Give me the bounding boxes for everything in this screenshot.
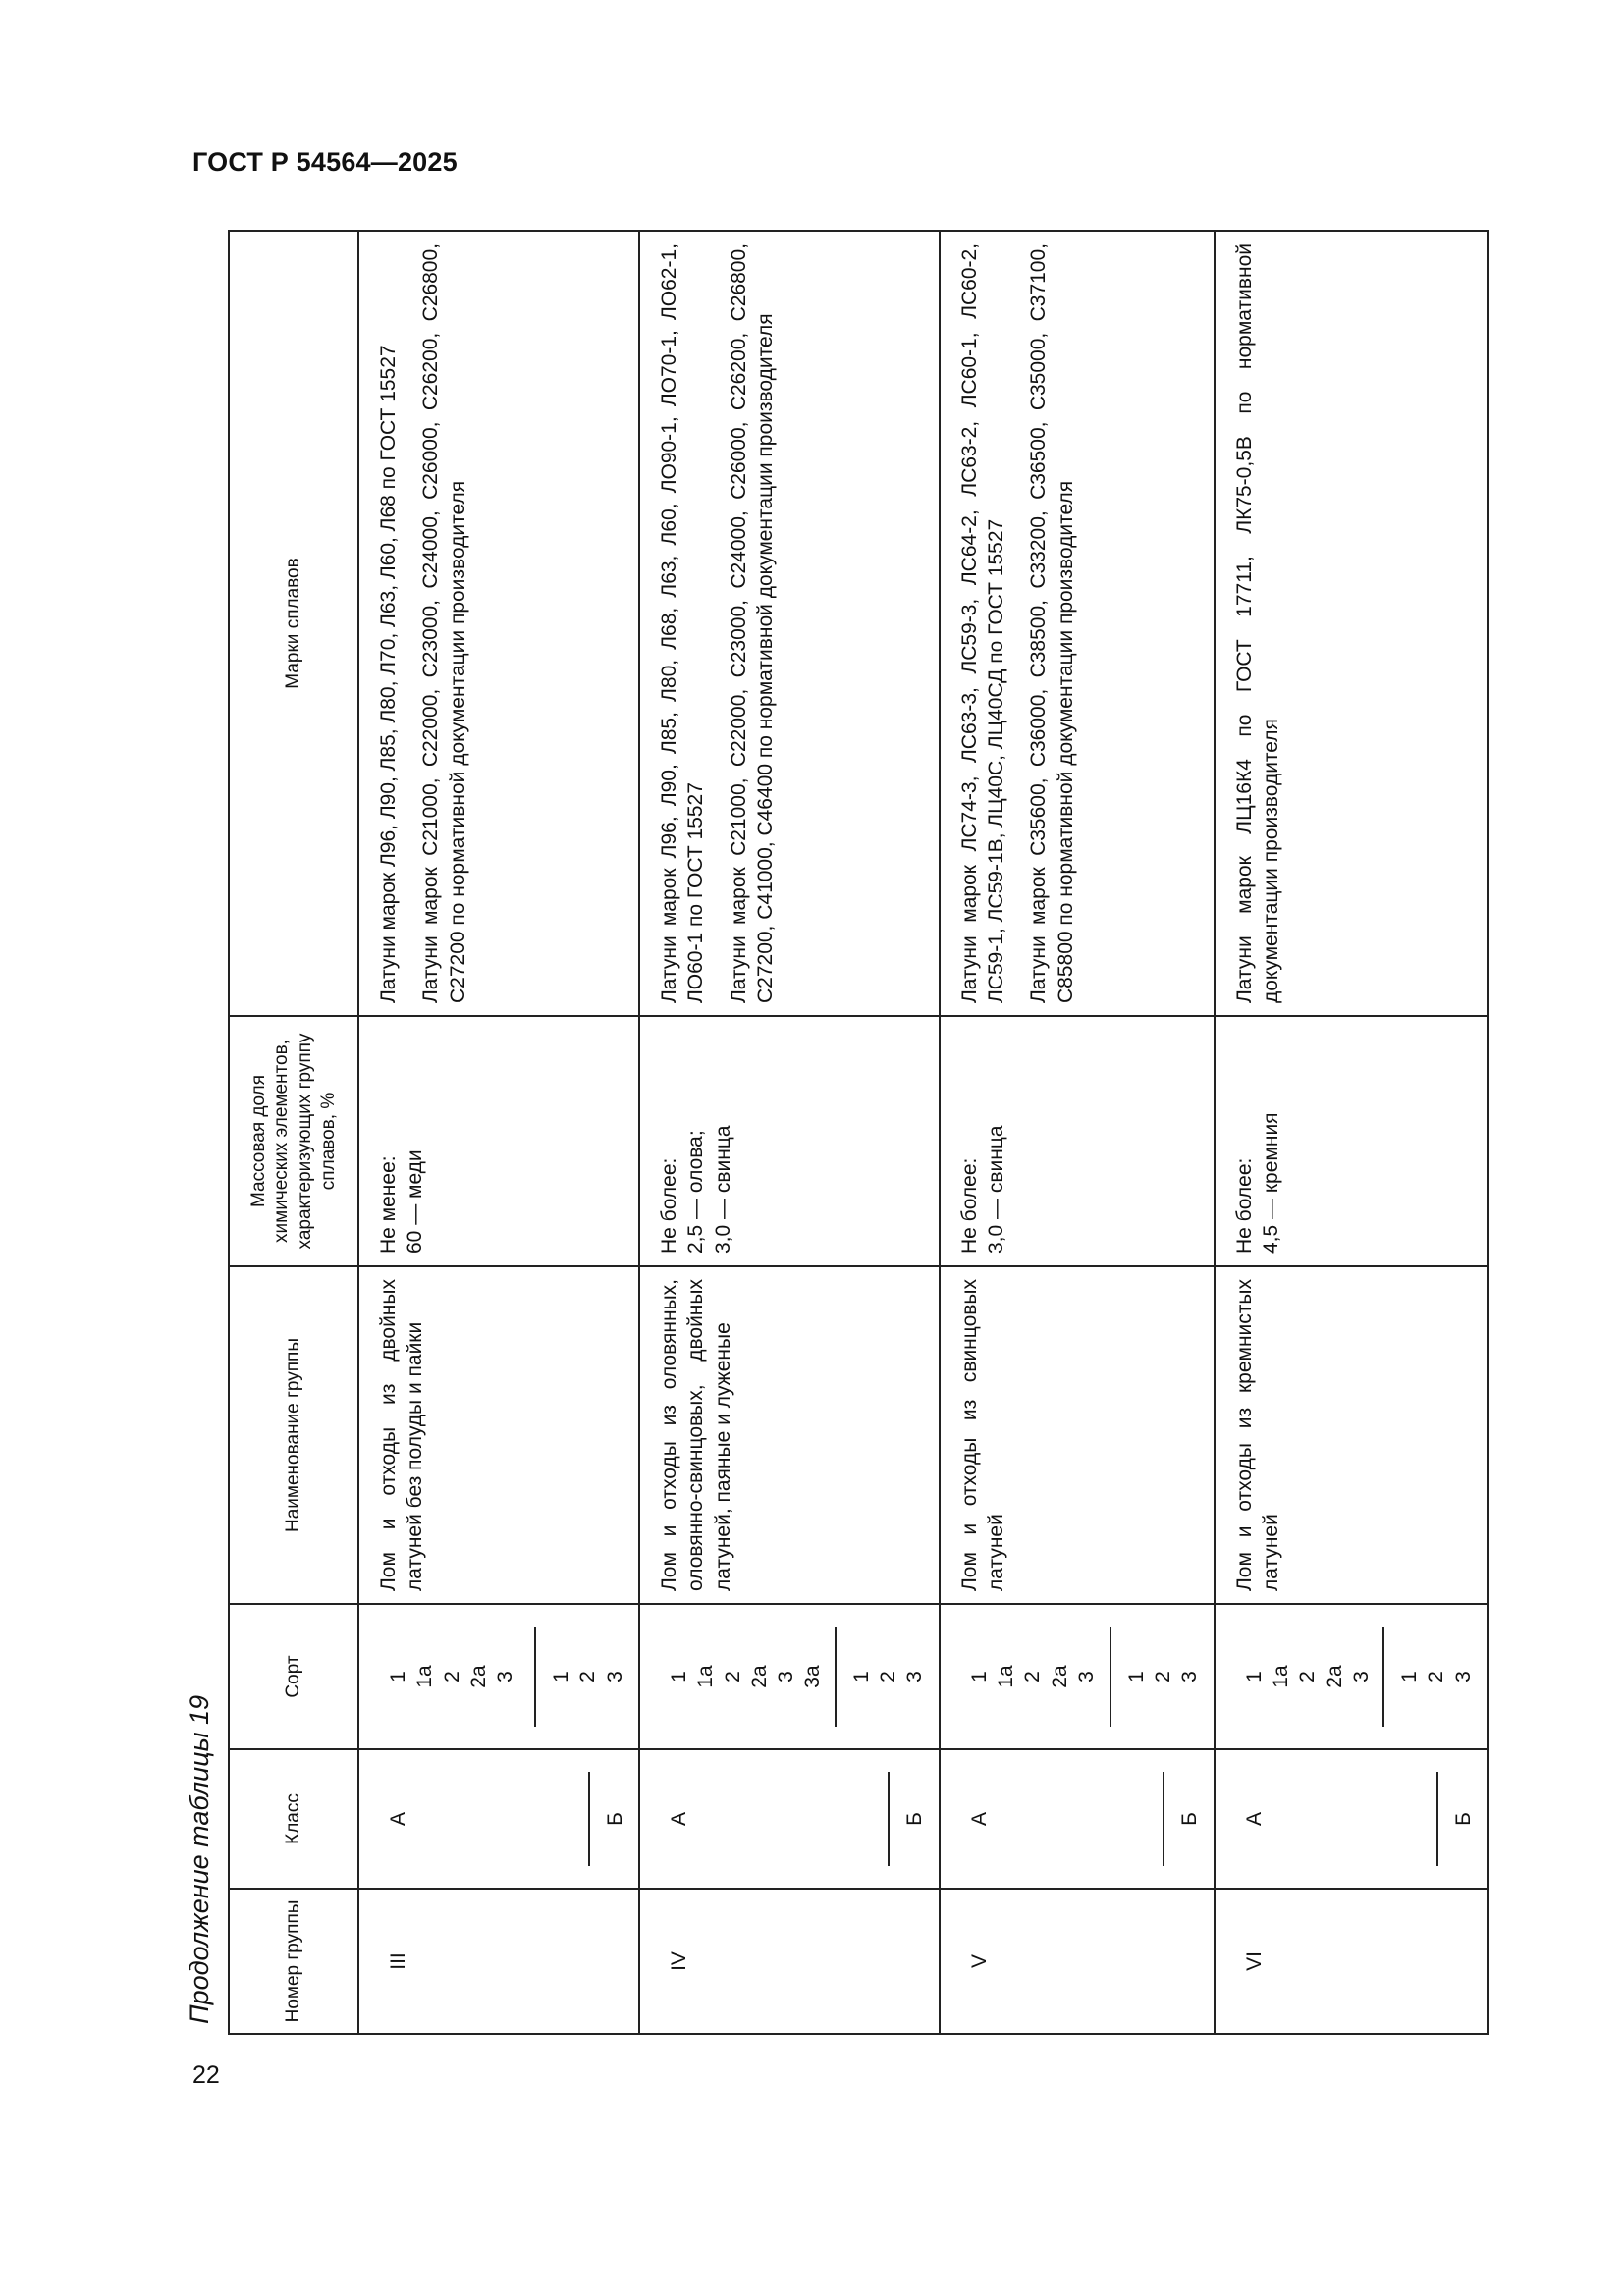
mass-fraction-cell bbox=[940, 1016, 1215, 1266]
group-name-cell: Лом и отходы из двойных латуней без полуды и пайки bbox=[358, 1266, 639, 1604]
mass-fraction-line: 3,0 — свинца bbox=[711, 1125, 734, 1254]
alloy-grades-cell bbox=[358, 231, 639, 1016]
group-number-cell: IV bbox=[639, 1889, 940, 2034]
class-a: А bbox=[668, 1812, 690, 1827]
sort-value: 2 bbox=[1425, 1671, 1448, 1682]
sort-value: 2а bbox=[466, 1665, 490, 1688]
alloy-paragraph: Латуни марок ЛС74-3, ЛС63-3, ЛС59-3, ЛС64-2, ЛС63-2, ЛС60-1, ЛС60-2, ЛС59-1, ЛС59-1В, ЛЦ40С, ЛЦ40СД по ГОСТ 15527 bbox=[957, 243, 1007, 1003]
sort-value: 2 bbox=[721, 1671, 744, 1682]
sorts-class-b bbox=[1382, 1627, 1487, 1727]
sort-cell bbox=[1215, 1604, 1488, 1749]
sort-value: 3 bbox=[1074, 1671, 1098, 1682]
alloy-paragraph: Латуни марок Л96, Л90, Л85, Л80, Л70, Л63, Л60, Л68 по ГОСТ 15527 bbox=[377, 345, 400, 1003]
sort-value: 1а bbox=[1269, 1665, 1292, 1688]
alloy-paragraph: Латуни марок С21000, С22000, С23000, С24000, С26000, С26200, С26800, С27200 по нормативной документации производителя bbox=[419, 243, 469, 1003]
table-row bbox=[358, 231, 639, 2034]
sort-value: 1 bbox=[387, 1671, 409, 1682]
sort-value: 2 bbox=[1021, 1671, 1045, 1682]
sort-value: 1а bbox=[694, 1665, 718, 1688]
mass-fraction-line: 2,5 — олова; bbox=[684, 1130, 708, 1254]
sort-value: 1 bbox=[1398, 1671, 1422, 1682]
alloy-paragraph: Латуни марок С35600, С36000, С38500, С33200, С36500, С35000, С37100, С85800 по нормативной документации производителя bbox=[1027, 243, 1077, 1003]
group-name-cell: Лом и отходы из кремнистых латуней bbox=[1215, 1266, 1488, 1604]
sort-value: 2а bbox=[1323, 1665, 1346, 1688]
sort-value: 1 bbox=[1242, 1671, 1266, 1682]
document-code: ГОСТ Р 54564—2025 bbox=[192, 147, 458, 177]
sort-cell bbox=[940, 1604, 1215, 1749]
table-row bbox=[1215, 231, 1488, 2034]
alloy-grades-cell bbox=[1215, 231, 1488, 1016]
alloy-paragraph: Латуни марок ЛЦ16К4 по ГОСТ 17711, ЛК75-0,5В по нормативной документации производителя bbox=[1232, 243, 1282, 1003]
mass-fraction-line: 4,5 — кремния bbox=[1259, 1112, 1282, 1254]
sorts-class-b bbox=[835, 1627, 939, 1727]
sort-value: 3 bbox=[494, 1671, 517, 1682]
sort-value: 2 bbox=[576, 1671, 600, 1682]
class-a: А bbox=[1242, 1812, 1266, 1827]
header-alloy-grades: Марки сплавов bbox=[229, 231, 358, 1016]
sorts-class-a bbox=[1216, 1605, 1382, 1748]
class-b: Б bbox=[1163, 1772, 1213, 1866]
sorts-class-a bbox=[640, 1605, 835, 1748]
mass-fraction-cell bbox=[639, 1016, 940, 1266]
mass-fraction-cell bbox=[358, 1016, 639, 1266]
table-header-row bbox=[229, 231, 358, 2034]
sort-value: 3 bbox=[1178, 1671, 1202, 1682]
sort-value: 2 bbox=[440, 1671, 463, 1682]
sort-value: 2 bbox=[877, 1671, 900, 1682]
table-caption: Продолжение таблицы 19 bbox=[185, 1694, 214, 2024]
class-a: А bbox=[967, 1812, 991, 1827]
sort-cell bbox=[358, 1604, 639, 1749]
group-name-cell: Лом и отходы из свинцовых латуней bbox=[940, 1266, 1215, 1604]
sort-value: 1 bbox=[550, 1671, 573, 1682]
sort-value: 1а bbox=[994, 1665, 1017, 1688]
class-cell bbox=[940, 1749, 1215, 1889]
header-group-number: Номер группы bbox=[229, 1889, 358, 2034]
header-mass-fraction: Массовая доля химических элементов, характеризующих группу сплавов, % bbox=[229, 1016, 358, 1266]
class-b: Б bbox=[588, 1772, 638, 1866]
mass-fraction-line: 60 — меди bbox=[404, 1149, 427, 1254]
sort-value: 2 bbox=[1152, 1671, 1175, 1682]
rotated-table-container bbox=[228, 232, 1485, 2035]
sorts-class-b bbox=[1110, 1627, 1214, 1727]
mass-fraction-line: Не более: bbox=[658, 1157, 680, 1254]
sort-value: 3 bbox=[775, 1671, 798, 1682]
alloy-grades-cell bbox=[940, 231, 1215, 1016]
sort-value: 3 bbox=[1451, 1671, 1475, 1682]
group-number-cell: III bbox=[358, 1889, 639, 2034]
mass-fraction-line: Не более: bbox=[1232, 1157, 1256, 1254]
sort-value: 3 bbox=[903, 1671, 927, 1682]
class-b: Б bbox=[888, 1772, 938, 1866]
sort-cell bbox=[639, 1604, 940, 1749]
sort-value: 1а bbox=[413, 1665, 437, 1688]
class-cell bbox=[358, 1749, 639, 1889]
sorts-class-a bbox=[359, 1605, 534, 1748]
mass-fraction-line: Не менее: bbox=[377, 1155, 400, 1254]
alloy-paragraph: Латуни марок Л96, Л90, Л85, Л80, Л68, Л63, Л60, ЛО90-1, ЛО70-1, ЛО62-1, ЛО60-1 по ГОСТ 15527 bbox=[658, 243, 708, 1003]
sorts-class-a bbox=[941, 1605, 1110, 1748]
mass-fraction-cell bbox=[1215, 1016, 1488, 1266]
group-number-cell: V bbox=[940, 1889, 1215, 2034]
sort-value: 2 bbox=[1296, 1671, 1320, 1682]
class-cell bbox=[1215, 1749, 1488, 1889]
sort-value: 1 bbox=[849, 1671, 873, 1682]
group-number-cell: VI bbox=[1215, 1889, 1488, 2034]
class-cell bbox=[639, 1749, 940, 1889]
sort-value: 2а bbox=[1048, 1665, 1071, 1688]
class-b: Б bbox=[1436, 1772, 1487, 1866]
header-sort: Сорт bbox=[229, 1604, 358, 1749]
header-class: Класс bbox=[229, 1749, 358, 1889]
sort-value: 3 bbox=[603, 1671, 626, 1682]
sort-value: 3 bbox=[1349, 1671, 1373, 1682]
header-group-name: Наименование группы bbox=[229, 1266, 358, 1604]
sort-value: 2а bbox=[747, 1665, 771, 1688]
table-row bbox=[639, 231, 940, 2034]
sort-value: 3а bbox=[801, 1665, 825, 1688]
sorts-class-b bbox=[534, 1627, 638, 1727]
mass-fraction-line: Не более: bbox=[957, 1157, 981, 1254]
class-a: А bbox=[387, 1812, 409, 1827]
sort-value: 1 bbox=[1124, 1671, 1148, 1682]
group-name-cell: Лом и отходы из оловянных, оловянно-свинцовых, двойных латуней, паяные и луженые bbox=[639, 1266, 940, 1604]
sort-value: 1 bbox=[967, 1671, 991, 1682]
mass-fraction-line: 3,0 — свинца bbox=[984, 1125, 1007, 1254]
alloy-grades-cell bbox=[639, 231, 940, 1016]
alloy-groups-table bbox=[228, 230, 1489, 2035]
table-row bbox=[940, 231, 1215, 2034]
alloy-paragraph: Латуни марок С21000, С22000, С23000, С24000, С26000, С26200, С26800, С27200, С41000, С46400 по нормативной документации производителя bbox=[727, 243, 777, 1003]
sort-value: 1 bbox=[668, 1671, 690, 1682]
page-number: 22 bbox=[192, 2061, 220, 2089]
